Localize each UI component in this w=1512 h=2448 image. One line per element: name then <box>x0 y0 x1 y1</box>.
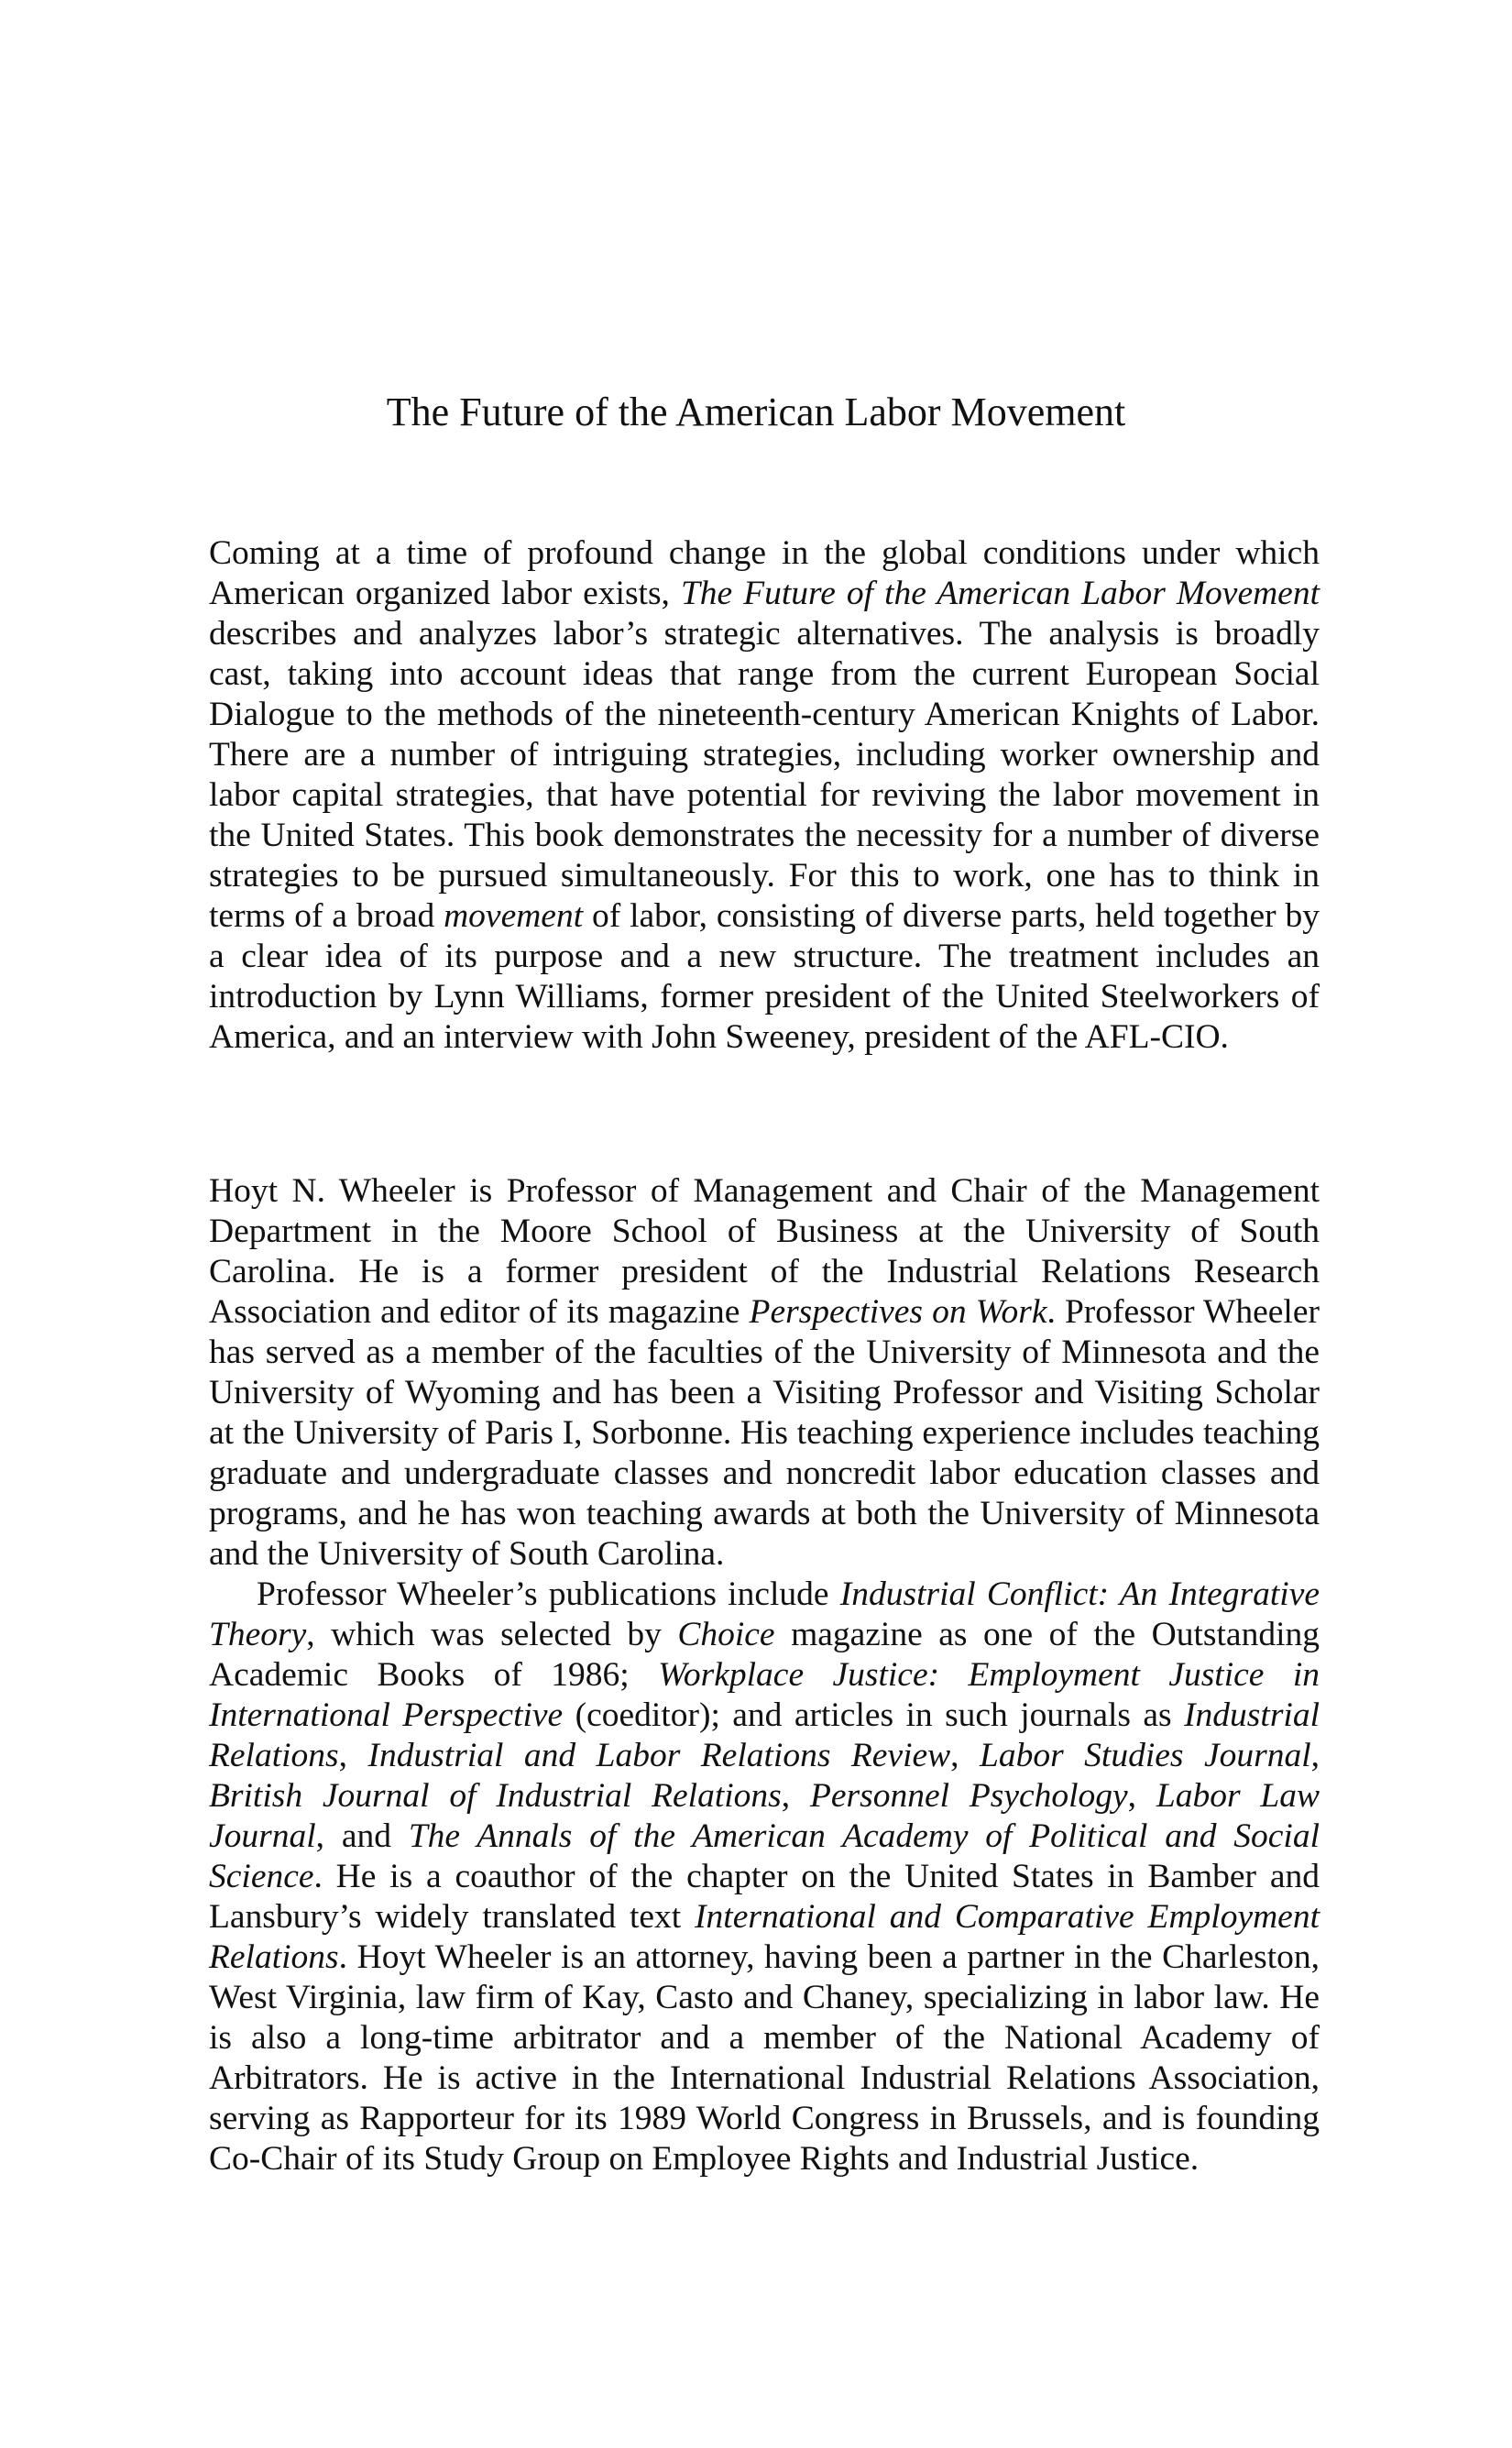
text-run: , <box>950 1737 981 1774</box>
italic-title-run: Industrial Relations <box>209 1696 1320 1774</box>
text-run: , <box>1127 1777 1156 1815</box>
bio-paragraph-career <box>209 1171 1320 1575</box>
text-run: Coming at a time of profound change in the global conditions under which American organized labor exists, <box>209 534 1320 612</box>
italic-title-run: The Annals of the American Academy of Political and Social Science <box>209 1817 1320 1895</box>
text-run: magazine as one of the Outstanding Academic Books of 1986; <box>209 1616 1320 1694</box>
book-description <box>209 533 1320 1058</box>
italic-title-run: Industrial and Labor Relations Review <box>367 1737 951 1774</box>
italic-title-run: Choice <box>677 1616 775 1653</box>
text-run: , <box>781 1777 810 1815</box>
text-run: Hoyt N. Wheeler is Professor of Management and Chair of the Management Department in the Moore School of Business at the University of South Carolina. He is a former president of the Industrial Relations Research Association and editor of its magazine <box>209 1172 1320 1331</box>
description-paragraph <box>209 533 1320 1058</box>
italic-title-run: International and Comparative Employment Relations <box>209 1898 1320 1976</box>
italic-title-run: Labor Law Journal <box>209 1777 1320 1855</box>
italic-title-run: Labor Studies Journal <box>980 1737 1311 1774</box>
bio-paragraph-publications <box>209 1575 1320 2179</box>
text-run: , <box>338 1737 368 1774</box>
text-run: (coeditor); and articles in such journals as <box>563 1696 1185 1734</box>
text-run: describes and analyzes labor’s strategic alternatives. The analysis is broadly cast, taking into account ideas that range from the current European Social Dialogue to the methods of the nineteenth-century American Knights of Labor. There are a number of intriguing strategies, including worker ownership and labor capital strategies, that have potential for reviving the labor movement in the United States. This book demonstrates the necessity for a number of diverse strategies to be pursued simultaneously. For this to work, one has to think in terms of a broad <box>209 615 1320 935</box>
text-run: , which was selected by <box>306 1616 678 1653</box>
italic-title-run: Industrial Conflict: An Integrative Theory <box>209 1575 1320 1653</box>
text-run: . He is a coauthor of the chapter on the United States in Bamber and Lansbury’s widely translated text <box>209 1858 1320 1936</box>
text-run: of labor, consisting of diverse parts, held together by a clear idea of its purpose and a new structure. The treatment includes an introduction by Lynn Williams, former president of the United Steelworkers of America, and an interview with John Sweeney, president of the AFL-CIO. <box>209 897 1320 1056</box>
text-run: , <box>1310 1737 1320 1774</box>
italic-title-run: Personnel Psychology <box>809 1777 1128 1815</box>
italic-title-run: The Future of the American Labor Movement <box>680 575 1320 612</box>
text-run: . Professor Wheeler has served as a member of the faculties of the University of Minnesota and the University of Wyoming and has been a Visiting Professor and Visiting Scholar at the University of Paris I, Sorbonne. His teaching experience includes teaching graduate and undergraduate classes and noncredit labor education classes and programs, and he has won teaching awards at both the University of Minnesota and the University of South Carolina. <box>209 1293 1320 1573</box>
italic-title-run: British Journal of Industrial Relations <box>209 1777 782 1815</box>
page-title: The Future of the American Labor Movement <box>386 390 1126 434</box>
author-bio <box>209 1171 1320 2179</box>
text-run: . Hoyt Wheeler is an attorney, having been a partner in the Charleston, West Virginia, law firm of Kay, Casto and Chaney, specializing in labor law. He is also a long-time arbitrator and a member of the National Academy of Arbitrators. He is active in the International Industrial Relations Association, serving as Rapporteur for its 1989 World Congress in Brussels, and is founding Co-Chair of its Study Group on Employee Rights and Industrial Justice. <box>209 1938 1320 2178</box>
text-run: , and <box>315 1817 409 1855</box>
italic-title-run: Workplace Justice: Employment Justice in International Perspective <box>209 1656 1320 1734</box>
text-run: Professor Wheeler’s publications include <box>257 1575 840 1613</box>
italic-title-run: movement <box>444 897 584 935</box>
italic-title-run: Perspectives on Work <box>749 1293 1047 1331</box>
